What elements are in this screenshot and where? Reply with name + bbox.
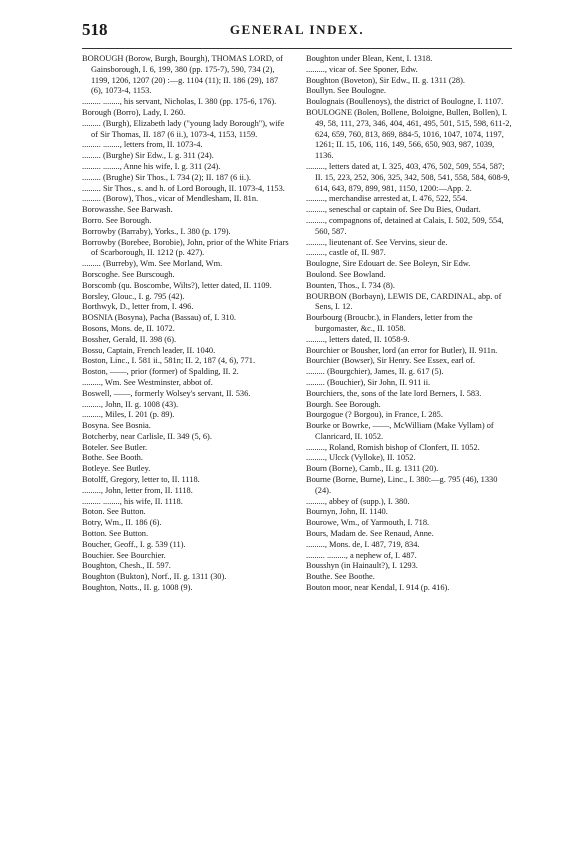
index-entry: Borrowby (Barraby), Yorks., I. 380 (p. 179). [82,226,231,236]
index-entry: Bothe. See Booth. [82,453,143,463]
index-entry: ......... ........., a nephew of, I. 487. [306,550,417,560]
index-entry: ........., letters dated at, I. 325, 403, 476, 502, 509, 554, 587; II. 15, 223, 252, 306, 325, 342, 508, 541, 558, 584, 608-9, 614, 643, 879, 899, 981, 1150, 1200:—App. 2. [306,161,510,193]
index-entry: ........., letters dated, II. 1058-9. [306,334,410,344]
index-entry: ........., John, letter from, II. 1118. [82,485,193,495]
index-entry: ........., merchandise arrested at, I. 476, 522, 554. [306,194,468,204]
index-entry: ........., John, II. g. 1008 (43). [82,399,179,409]
index-entry: Botolff, Gregory, letter to, II. 1118. [82,475,200,485]
index-entry: Bourchiers, the, sons of the late lord Berners, I. 583. [306,388,482,398]
index-column-right [306,54,513,836]
index-entry: Bourgh. See Borough. [306,399,381,409]
index-entry: ........., compagnons of, detained at Calais, I. 502, 509, 554, 560, 587. [306,215,504,236]
index-entry: Bouton moor, near Kendal, I. 914 (p. 416). [306,583,450,593]
index-entry: ........., Roland, Romish bishop of Clonfert, II. 1052. [306,442,480,452]
index-entry: ......... ........, his servant, Nicholas, I. 380 (pp. 175-6, 176). [82,97,277,107]
index-entry: ......... (Brughe) Sir Thos., I. 734 (2); II. 187 (6 ii.). [82,172,251,182]
index-entry: ........., lieutenant of. See Vervins, sieur de. [306,237,448,247]
index-entry: Bosyna. See Bosnia. [82,421,151,431]
index-entry: Boteler. See Butler. [82,442,148,452]
header-rule [82,48,512,49]
index-column-left [82,54,289,836]
index-entry: Boulond. See Bowland. [306,269,386,279]
index-entry: Borro. See Borough. [82,215,152,225]
index-entry: BOROUGH (Borow, Burgh, Bourgh), THOMAS LORD, of Gainsborough, I. 6, 199, 380 (pp. 175-7), 590, 734 (2), 1199, 1206, 1207 (20) :—g. 1104 (11); II. 186 (29), 187 (6), 1073-4, 1153. [82,54,283,96]
index-entry: Borowasshe. See Barwash. [82,205,173,215]
index-entry: Boton. See Button. [82,507,146,517]
index-entry: ........., seneschal or captain of. See Du Bies, Oudart. [306,205,481,215]
index-entry: BOULOGNE (Bolen, Bollene, Boloigne, Bullen, Bollen), I. 49, 58, 111, 273, 346, 404, 461, 495, 501, 515, 598, 611-2, 624, 659, 760, 813, 869, 884-5, 1016, 1047, 1074, 1197, 1261; II. 15, 106, 116, 149, 566, 650, 903, 987, 1039, 1136. [306,107,512,161]
index-entry: ......... (Bouchier), Sir John, II. 911 ii. [306,377,431,387]
index-entry: ......... (Borow), Thos., vicar of Mendlesham, II. 81n. [82,194,259,204]
index-entry: ........., Miles, I. 201 (p. 89). [82,410,175,420]
index-entry: Boughton (Boveton), Sir Edw., II. g. 1311 (28). [306,75,465,85]
index-entry: Botleye. See Butley. [82,464,151,474]
index-entry: Bourchier (Bowser), Sir Henry. See Essex, earl of. [306,356,475,366]
index-entry: Boulognais (Boullenoys), the district of Boulogne, I. 1107. [306,97,504,107]
index-entry: ........., Mons. de, I. 487, 719, 834. [306,539,420,549]
index-entry: Bourbourg (Broucbr.), in Flanders, letter from the burgomaster, &c., II. 1058. [306,313,473,333]
index-entry: Boughton under Blean, Kent, I. 1318. [306,54,433,63]
page-title: GENERAL INDEX. [229,22,365,37]
index-entry: Bossher, Gerald, II. 398 (6). [82,334,177,344]
index-entry: ........., Ulcck (Vylloke), II. 1052. [306,453,416,463]
index-entry: Bours, Madam de. See Renaud, Anne. [306,529,434,539]
index-entry: Bosons, Mons. de, II. 1072. [82,323,175,333]
index-entry: Borthwyk, D., letter from, I. 496. [82,302,194,312]
index-entry: Botcherby, near Carlisle, II. 349 (5, 6). [82,431,212,441]
index-entry: Bossu, Captain, French leader, II. 1040. [82,345,216,355]
index-entry: Botry, Wm., II. 186 (6). [82,518,162,528]
index-entry: Borscomb (qu. Boscombe, Wilts?), letter dated, II. 1109. [82,280,272,290]
index-entry: Bourchier or Bousher, lord (an error for Butler), II. 911n. [306,345,498,355]
index-entry: ......... ........, letters from, II. 1073-4. [82,140,203,150]
index-entry: ......... (Burreby), Wm. See Morland, Wm. [82,259,223,269]
index-entry: ......... Sir Thos., s. and h. of Lord Borough, II. 1073-4, 1153. [82,183,285,193]
index-entry: Borough (Borro), Lady, I. 260. [82,107,186,117]
page-number: 518 [82,20,108,39]
index-entry: Boughton, Notts., II. g. 1008 (9). [82,583,193,593]
index-entry: ........., vicar of. See Sponer, Edw. [306,64,418,74]
index-entry: Boswell, ——, formerly Wolsey's servant, II. 536. [82,388,251,398]
index-entry: Boston, ——, prior (former) of Spalding, II. 2. [82,367,239,377]
index-entry: Bourke or Bowrke, ——, McWilliam (Make Vyllam) of Clanricard, II. 1052. [306,421,494,441]
index-entry: Boucher, Geoff., I. g. 539 (11). [82,539,186,549]
index-entry: BOSNIA (Bosyna), Pacha (Bassau) of, I. 310. [82,313,236,323]
index-entry: Bounten, Thos., I. 734 (8). [306,280,395,290]
index-entry: ......... (Burghe) Sir Edw., I. g. 311 (24). [82,151,214,161]
index-entry: Boullyn. See Boulogne. [306,86,387,96]
index-entry: ......... ........, Anne his wife, I. g. 311 (24). [82,161,221,171]
index-entry: Bouthe. See Boothe. [306,572,375,582]
index-entry: Boston, Linc., I. 581 ii., 581n; II. 2, 187 (4, 6), 771. [82,356,256,366]
index-entry: Bourn (Borne), Camb., II. g. 1311 (20). [306,464,439,474]
index-entry: Boughton, Chesh., II. 597. [82,561,171,571]
index-entry: Bourowe, Wm., of Yarmouth, I. 718. [306,518,430,528]
index-entry: Borscoghe. See Burscough. [82,269,175,279]
index-entry: Bousshyn (in Hainault?), I. 1293. [306,561,418,571]
index-entry: Bouchier. See Bourchier. [82,550,166,560]
index-entry: Botton. See Button. [82,529,149,539]
index-entry: ........., Wm. See Westminster, abbot of. [82,377,213,387]
index-entry: Boughton (Bukton), Norf., II. g. 1311 (30). [82,572,227,582]
index-entry: Borrowby (Borebee, Borobie), John, prior of the White Friars of Scarborough, II. 1212 (p. 427). [82,237,289,258]
index-entry: Bourne (Borne, Burne), Linc., I. 380:—g. 795 (46), 1330 (24). [306,475,498,495]
index-entry: Bourgogue (? Borgou), in France, I. 285. [306,410,443,420]
index-entry: ........., castle of, II. 987. [306,248,386,258]
index-entry: Borsley, Glouc., I. g. 795 (42). [82,291,185,301]
index-entry: Boulogne, Sire Edouart de. See Boleyn, Sir Edw. [306,259,471,269]
index-entry: ......... (Bourgchier), James, II. g. 617 (5). [306,367,444,377]
index-entry: ........., abbey of (supp.), I. 380. [306,496,410,506]
index-entry: ......... ........, his wife, II. 1118. [82,496,183,506]
page-header [82,20,512,46]
index-entry: BOURBON (Borbayn), LEWIS DE, CARDINAL, abp. of Sens, I. 12. [306,291,502,312]
index-entry: Bournyn, John, II. 1140. [306,507,388,517]
index-entry: ......... (Burgh), Elizabeth lady ("young lady Borough"), wife of Sir Thomas, II. 187 (6 ii.), 1073-4, 1153, 1159. [82,118,285,139]
